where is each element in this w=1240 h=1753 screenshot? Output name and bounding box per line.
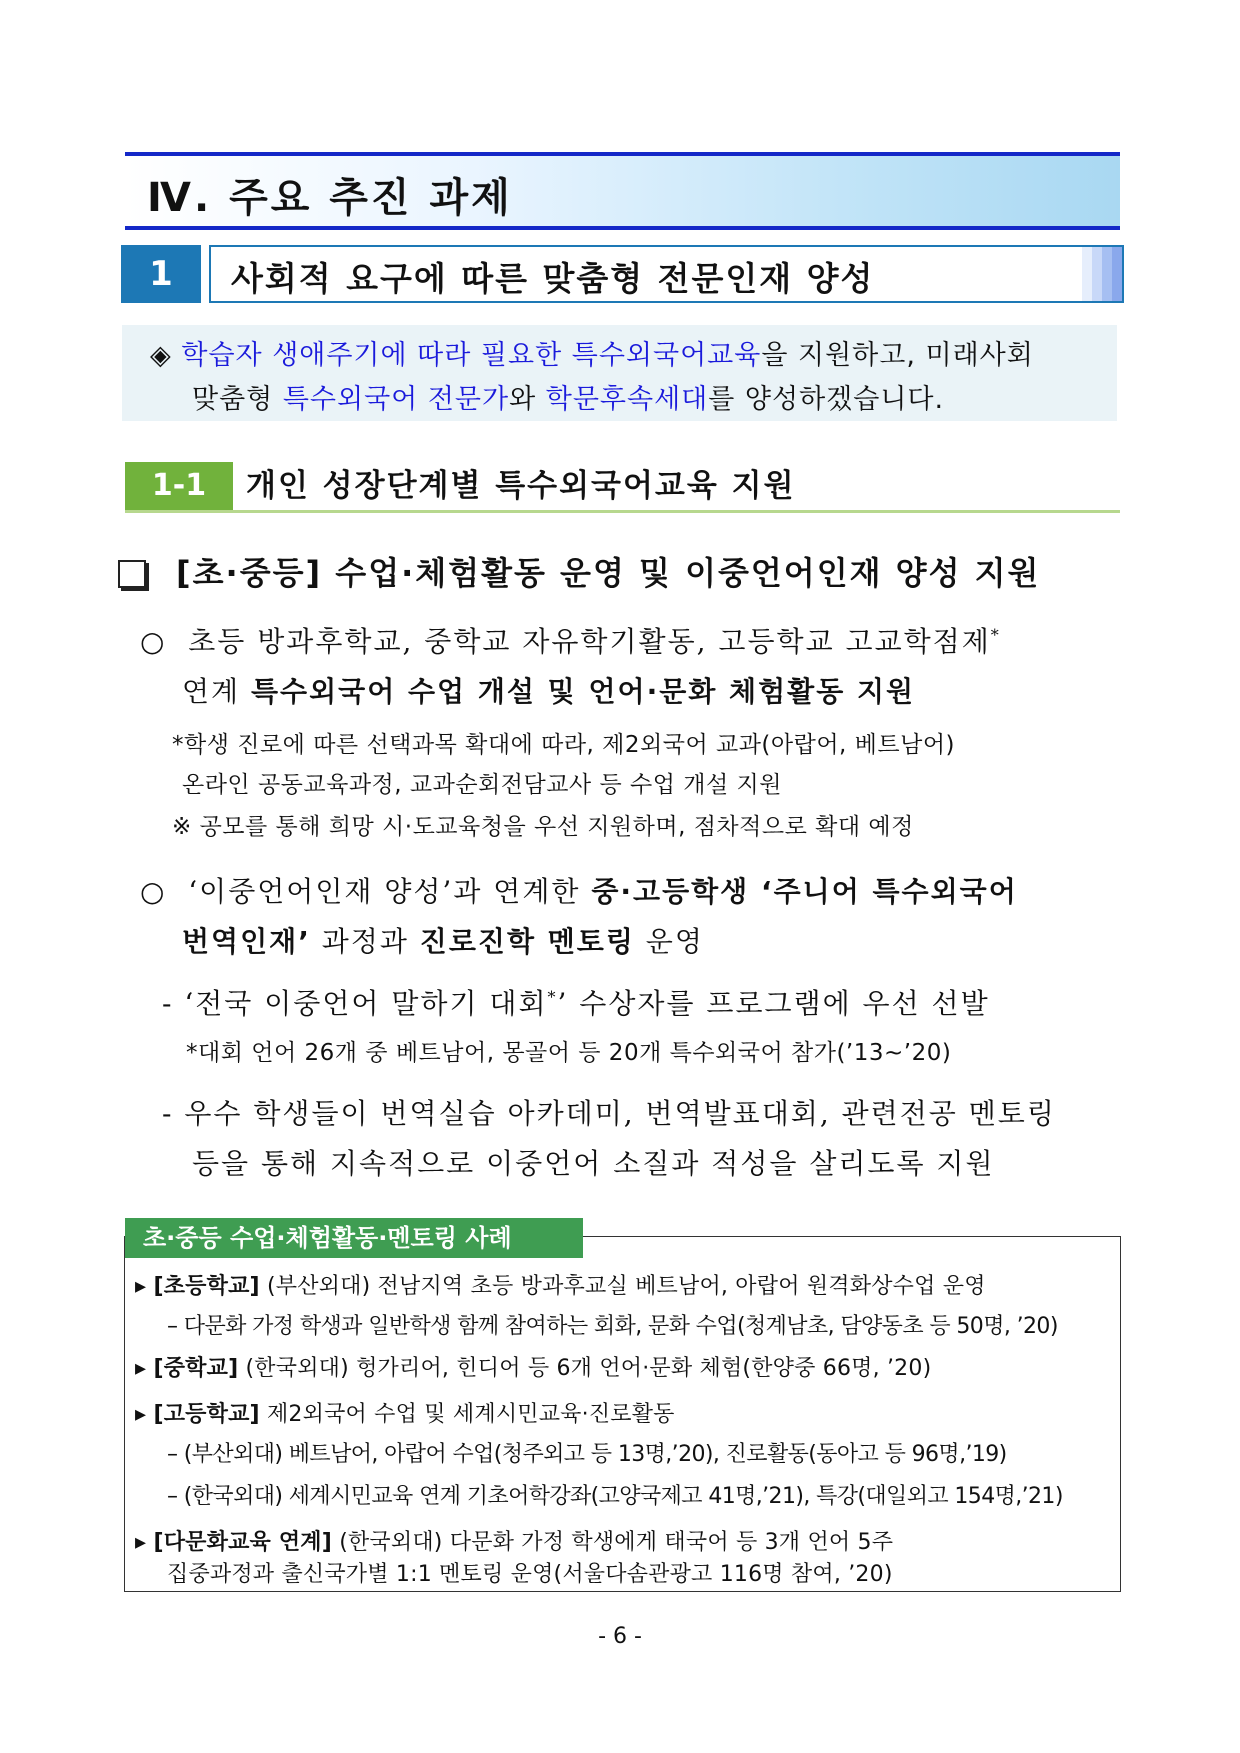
cases-box bbox=[124, 1236, 1121, 1592]
triangle-bullet-icon: ▸ bbox=[135, 1356, 147, 1381]
case-tag: [초등학교] bbox=[153, 1274, 260, 1299]
case-text: (부산외대) 전남지역 초등 방과후교실 베트남어, 아랍어 원격화상수업 운영 bbox=[259, 1274, 986, 1299]
diamond-bullet-icon: ◈ bbox=[150, 340, 172, 371]
item1-text: 연계 bbox=[182, 675, 251, 708]
item1-bold: 특수외국어 수업 개설 및 언어·문화 체험활동 지원 bbox=[251, 675, 916, 708]
footnote-mark: * bbox=[547, 987, 558, 1007]
item1-note3: ※ 공모를 통해 희망 시·도교육청을 우선 지원하며, 점차적으로 확대 예정 bbox=[172, 814, 914, 840]
item2-bold: 중·고등학생 ‘주니어 특수외국어 bbox=[591, 875, 1018, 908]
subsection-number: 1-1 bbox=[125, 462, 233, 510]
item2-text: ‘이중언어인재 양성’과 연계한 bbox=[188, 875, 592, 908]
item2-dash1-note: *대회 언어 26개 중 베트남어, 몽골어 등 20개 특수외국어 참가(’13~’20) bbox=[186, 1040, 952, 1066]
cases-title: 초·중등 수업·체험활동·멘토링 사례 bbox=[125, 1218, 583, 1258]
item1-line1 bbox=[140, 620, 1001, 660]
case-row bbox=[135, 1351, 931, 1382]
case-tag: [다문화교육 연계] bbox=[153, 1530, 332, 1555]
circle-bullet-icon: ○ bbox=[140, 875, 167, 908]
topic-heading: [초·중등] 수업·체험활동 운영 및 이중언어인재 양성 지원 bbox=[176, 554, 1041, 592]
summary-line-2 bbox=[192, 377, 944, 416]
item2-bold: 번역인재’ bbox=[182, 925, 311, 958]
case-text: 제2외국어 수업 및 세계시민교육·진로활동 bbox=[259, 1402, 675, 1427]
section-number: 1 bbox=[121, 245, 201, 303]
case-row bbox=[135, 1525, 893, 1556]
case-text: (한국외대) 다문화 가정 학생에게 태국어 등 3개 언어 5주 bbox=[332, 1530, 894, 1555]
item1-note1: *학생 진로에 따른 선택과목 확대에 따라, 제2외국어 교과(아랍어, 베트남어) bbox=[172, 732, 956, 758]
case-tag: [중학교] bbox=[153, 1356, 239, 1381]
case-row bbox=[135, 1397, 675, 1428]
dash1-text: - ‘전국 이중언어 말하기 대회 bbox=[162, 987, 548, 1020]
item2-text: 과정과 bbox=[310, 925, 420, 958]
summary-text: 을 지원하고, 미래사회 bbox=[761, 340, 1034, 371]
summary-text: 를 양성하겠습니다. bbox=[708, 384, 945, 415]
item2-bold: 진로진학 멘토링 bbox=[419, 925, 635, 958]
case-text: (한국외대) 헝가리어, 힌디어 등 6개 언어·문화 체험(한양중 66명, ’20) bbox=[238, 1356, 932, 1381]
item2-dash2-line1: - 우수 학생들이 번역실습 아카데미, 번역발표대회, 관련전공 멘토링 bbox=[162, 1097, 1056, 1130]
triangle-bullet-icon: ▸ bbox=[135, 1402, 147, 1427]
chapter-title: Ⅳ. 주요 추진 과제 bbox=[147, 175, 513, 221]
footnote-mark: * bbox=[990, 625, 1001, 645]
summary-text: 와 bbox=[509, 384, 546, 415]
summary-line-1 bbox=[150, 333, 1034, 372]
page-number: - 6 - bbox=[598, 1624, 642, 1649]
section-title: 사회적 요구에 따른 맞춤형 전문인재 양성 bbox=[231, 259, 875, 298]
case-subrow: 집중과정과 출신국가별 1:1 멘토링 운영(서울다솜관광고 116명 참여, ’20) bbox=[167, 1562, 893, 1587]
item1-line2 bbox=[182, 670, 915, 710]
summary-highlight: 특수외국어 전문가 bbox=[282, 384, 510, 415]
item1-note2: 온라인 공동교육과정, 교과순회전담교사 등 수업 개설 지원 bbox=[182, 772, 782, 798]
item2-line1 bbox=[140, 870, 1018, 910]
section-title-box bbox=[209, 245, 1124, 303]
item2-text: 운영 bbox=[634, 925, 704, 958]
case-subrow: – (부산외대) 베트남어, 아랍어 수업(청주외고 등 13명,’20), 진로활동(동아고 등 96명,’19) bbox=[167, 1442, 1007, 1467]
subsection-title: 개인 성장단계별 특수외국어교육 지원 bbox=[246, 468, 796, 504]
summary-text: 맞춤형 bbox=[192, 384, 283, 415]
dash1-text: ’ 수상자를 프로그램에 우선 선발 bbox=[557, 987, 990, 1020]
item1-text: 초등 방과후학교, 중학교 자유학기활동, 고등학교 고교학점제 bbox=[188, 625, 991, 658]
case-tag: [고등학교] bbox=[153, 1402, 260, 1427]
chapter-heading bbox=[125, 152, 1120, 230]
subsection-underline bbox=[125, 510, 1120, 513]
item2-dash2-line2: 등을 통해 지속적으로 이중언어 소질과 적성을 살리도록 지원 bbox=[192, 1147, 995, 1180]
summary-box bbox=[122, 325, 1117, 421]
case-subrow: – (한국외대) 세계시민교육 연계 기초어학강좌(고양국제고 41명,’21), 특강(대일외고 154명,’21) bbox=[167, 1484, 1063, 1509]
triangle-bullet-icon: ▸ bbox=[135, 1530, 147, 1555]
checkbox-icon bbox=[118, 560, 146, 588]
circle-bullet-icon: ○ bbox=[140, 625, 167, 658]
summary-highlight: 학습자 생애주기에 따라 필요한 특수외국어교육 bbox=[181, 340, 762, 371]
triangle-bullet-icon: ▸ bbox=[135, 1274, 147, 1299]
item2-line2 bbox=[182, 920, 704, 960]
case-row bbox=[135, 1269, 986, 1300]
summary-highlight: 학문후속세대 bbox=[545, 384, 709, 415]
item2-dash1 bbox=[162, 982, 990, 1022]
section-stripes bbox=[1082, 247, 1122, 301]
case-subrow: – 다문화 가정 학생과 일반학생 함께 참여하는 회화, 문화 수업(청계남초, 담양동초 등 50명, ’20) bbox=[167, 1314, 1058, 1339]
